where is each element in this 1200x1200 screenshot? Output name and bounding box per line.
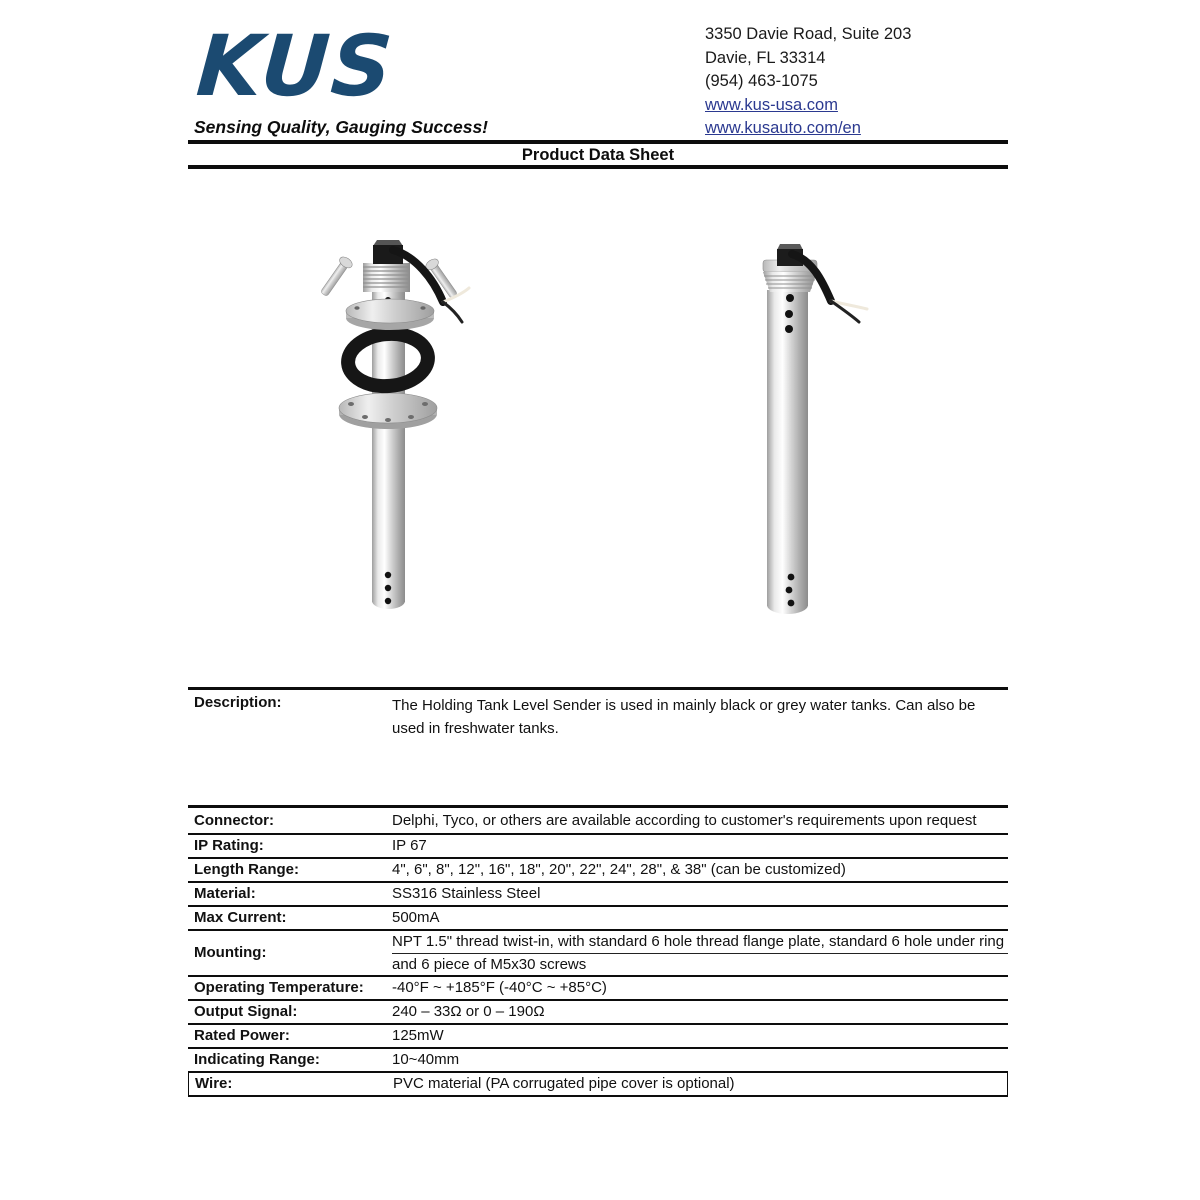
row-value: -40°F ~ +185°F (-40°C ~ +85°C) xyxy=(392,979,607,996)
table-row-material xyxy=(188,883,1008,907)
row-value xyxy=(392,931,1008,975)
row-label: Connector: xyxy=(194,811,274,829)
row-label: Mounting: xyxy=(194,944,267,961)
table-row-operating-temperature xyxy=(188,977,1008,1001)
table-row-wire xyxy=(188,1073,1008,1097)
description-value: The Holding Tank Level Sender is used in mainly black or grey water tanks. Can also be used in freshwater tanks. xyxy=(392,697,976,737)
row-label: Wire: xyxy=(195,1075,233,1092)
description-label: Description: xyxy=(194,694,282,711)
mounting-value-line2: and 6 piece of M5x30 screws xyxy=(392,956,587,973)
row-label: IP Rating: xyxy=(194,837,264,854)
row-label: Output Signal: xyxy=(194,1003,298,1020)
mounting-value-line1: NPT 1.5" thread twist-in, with standard 6 hole thread flange plate, standard 6 hole under ring xyxy=(392,931,1008,954)
header-rule-bottom xyxy=(188,165,1008,169)
page-title: Product Data Sheet xyxy=(521,146,675,164)
contact-block xyxy=(705,23,911,141)
table-row-rated-power xyxy=(188,1025,1008,1049)
spec-table xyxy=(188,805,1008,1097)
row-value: 125mW xyxy=(392,1027,444,1044)
row-value: 500mA xyxy=(392,909,440,926)
row-value: 240 – 33Ω or 0 – 190Ω xyxy=(392,1003,545,1020)
description-rule xyxy=(188,687,1008,690)
row-label: Max Current: xyxy=(194,909,287,926)
row-value: PVC material (PA corrugated pipe cover is optional) xyxy=(393,1075,735,1092)
row-value: Delphi, Tyco, or others are available according to customer's requirements upon request xyxy=(392,811,977,829)
table-row-length-range xyxy=(188,859,1008,883)
header-rule-top xyxy=(188,140,1008,144)
row-label: Material: xyxy=(194,885,256,902)
address-line2: Davie, FL 33314 xyxy=(705,48,826,67)
address-line1: 3350 Davie Road, Suite 203 xyxy=(705,25,912,43)
row-label: Length Range: xyxy=(194,861,299,878)
link-kusauto[interactable]: www.kusauto.com/en xyxy=(705,119,861,137)
description-row xyxy=(188,694,1008,740)
table-row-connector xyxy=(188,808,1008,835)
table-row-max-current xyxy=(188,907,1008,931)
row-label: Operating Temperature: xyxy=(194,979,364,996)
row-value: 4", 6", 8", 12", 16", 18", 20", 22", 24", 28", & 38" (can be customized) xyxy=(392,861,846,878)
row-label: Rated Power: xyxy=(194,1027,290,1044)
row-value: IP 67 xyxy=(392,837,427,854)
logo-tagline: Sensing Quality, Gauging Success! xyxy=(194,117,489,137)
table-row-ip-rating xyxy=(188,835,1008,859)
row-label: Indicating Range: xyxy=(194,1051,320,1068)
kus-logo: KUS xyxy=(193,17,398,115)
table-row-mounting xyxy=(188,931,1008,977)
product-photo-sender-assembled xyxy=(700,230,900,625)
table-row-output-signal xyxy=(188,1001,1008,1025)
phone-number: (954) 463-1075 xyxy=(705,72,818,90)
table-row-indicating-range xyxy=(188,1049,1008,1073)
row-value: SS316 Stainless Steel xyxy=(392,885,541,902)
row-value: 10~40mm xyxy=(392,1051,460,1068)
link-kus-usa[interactable]: www.kus-usa.com xyxy=(705,95,838,114)
product-photo-sender-with-flange-kit xyxy=(295,232,505,622)
